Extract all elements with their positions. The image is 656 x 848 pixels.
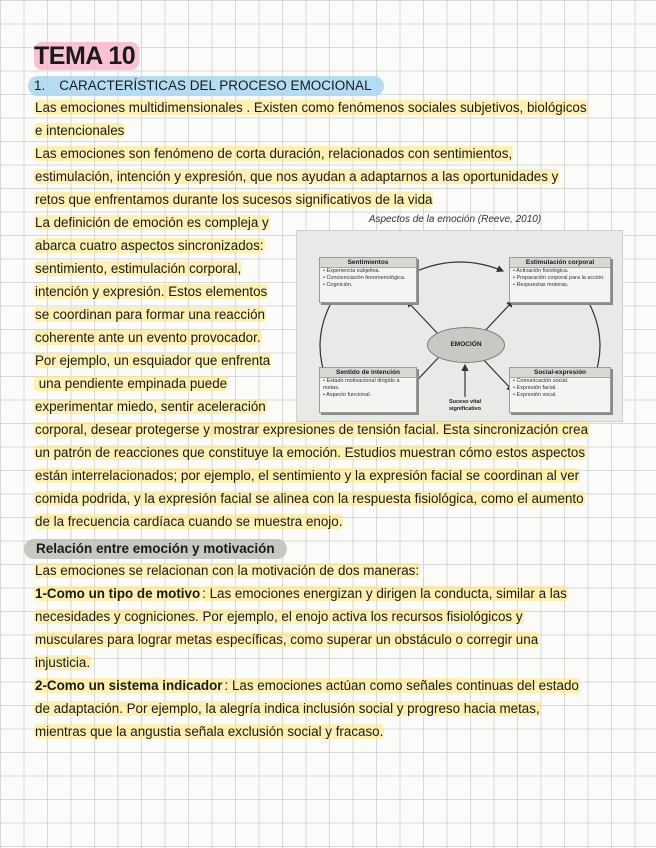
text-line: experimentar miedo, sentir aceleración [35, 399, 266, 414]
page-title [34, 42, 139, 71]
text-line: intención y expresión. Estos elementos [35, 284, 268, 299]
figure-image [296, 230, 623, 422]
item-1-label: 1-Como un tipo de motivo [35, 586, 201, 601]
box-body-stimulation: Estimulación corporal • Activación fisiológica. • Preparación corporal para la acción. • Respuestas motoras. [509, 257, 611, 303]
text-line: Las emociones multidimensionales . Existen como fenómenos sociales subjetivos, biológicos [35, 100, 587, 115]
emotion-aspects-figure [286, 214, 624, 420]
text-line: comida podrida, y la expresión facial se alinea con la respuesta fisiológica, como el aumento [35, 491, 584, 506]
section-label: CARACTERÍSTICAS DEL PROCESO EMOCIONAL [59, 78, 372, 93]
figure-caption: Aspectos de la emoción (Reeve, 2010) [368, 214, 542, 225]
arrow-top-arc [417, 262, 503, 271]
item-2-label: 2-Como un sistema indicador [35, 678, 223, 693]
text-line: e intencionales [35, 123, 125, 138]
box-social-expression: Social-expresión • Comunicación social. • Expresión facial. • Expresión vocal. [509, 367, 611, 413]
text-line: retos que enfrentamos durante los sucesos significativos de la vida [35, 192, 433, 207]
text-line: Las emociones se relacionan con la motivación de dos maneras: [35, 563, 420, 578]
text-line: 2-Como un sistema indicador : Las emociones actúan como señales continuas del estado [35, 678, 579, 693]
text-line: estimulación, intención y expresión, que nos ayudan a adaptarnos a las oportunidades y [35, 169, 559, 184]
section-heading-1 [28, 76, 384, 96]
emotion-center-node: EMOCIÓN [427, 327, 505, 363]
text-line: necesidades y cogniciones. Por ejemplo, el enojo activa los recursos fisiológicos y [35, 609, 523, 624]
text-line: de la frecuencia cardíaca cuando se muestra enojo. [35, 514, 343, 529]
text-line: se coordinan para formar una reacción [35, 307, 266, 322]
text-line: coherente ante un evento provocador. [35, 330, 261, 345]
box-intention: Sentido de intención • Estado motivacional dirigido a metas. • Aspecto funcional. [319, 367, 417, 413]
text-line: sentimiento, estimulación corporal, [35, 261, 242, 276]
text-line: están interrelacionados; por ejemplo, el sentimiento y la expresión facial se coordinan al ver [35, 468, 580, 483]
text-line: mientras que la angustia señala exclusión social y fracaso. [35, 724, 384, 739]
section-heading-2: Relación entre emoción y motivación [24, 539, 287, 559]
text-line: 1-Como un tipo de motivo : Las emociones energizan y dirigen la conducta, similar a las [35, 586, 567, 601]
section-number: 1. [34, 78, 46, 93]
life-event-label: Suceso vital significativo [448, 399, 482, 412]
title-text: TEMA 10 [34, 42, 139, 70]
arrow-to-feelings [407, 301, 439, 335]
text-line: Las emociones son fenómeno de corta duración, relacionados con sentimientos, [35, 146, 513, 161]
text-line: La definición de emoción es compleja y [35, 215, 269, 230]
text-line: abarca cuatro aspectos sincronizados: [35, 238, 264, 253]
text-line: musculares para lograr metas específicas, como superar un obstáculo o corregir una [35, 632, 539, 647]
text-line: una pendiente empinada puede [35, 376, 228, 391]
text-line: corporal, desear protegerse y mostrar expresiones de tensión facial. Esta sincronización crea [35, 422, 589, 437]
text-line: un patrón de reacciones que constituye la emoción. Estudios muestran cómo estos aspectos [35, 445, 586, 460]
text-line: Por ejemplo, un esquiador que enfrenta [35, 353, 271, 368]
text-line: de adaptación. Por ejemplo, la alegría indica inclusión social y progreso hacia metas, [35, 701, 540, 716]
text-line: injusticia. [35, 655, 91, 670]
box-feelings: Sentimientos • Experiencia subjetiva. • Concienciación fenomenológica. • Cognición. [319, 257, 417, 303]
